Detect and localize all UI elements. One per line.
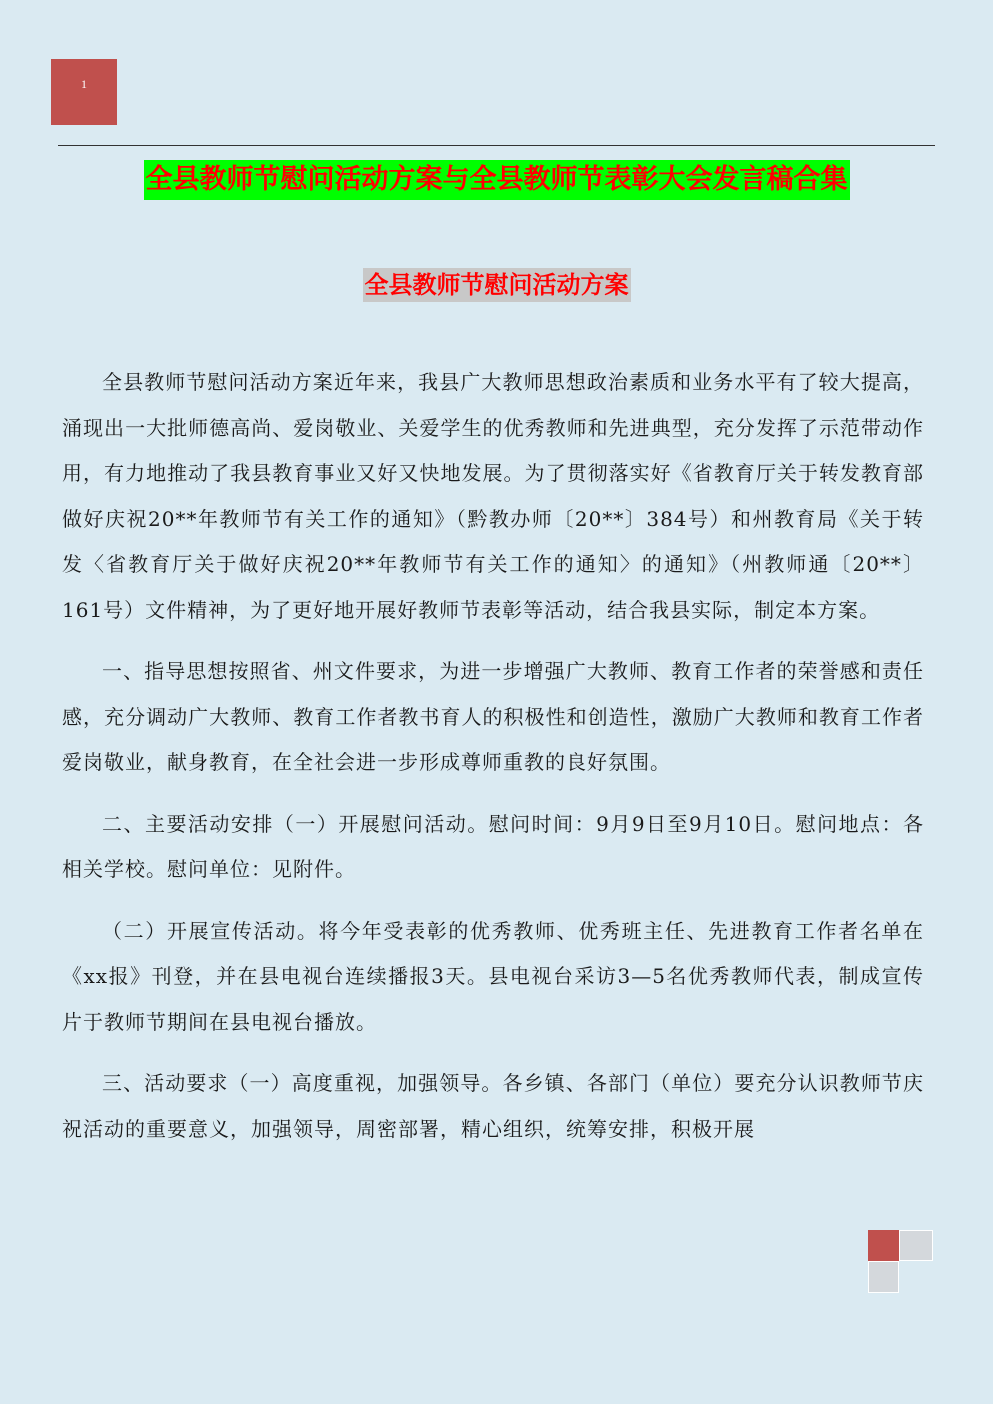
section-title: 全县教师节慰问活动方案 (363, 268, 631, 302)
corner-deco-grey-square (899, 1230, 933, 1261)
corner-deco-red-square (868, 1230, 899, 1261)
document-title: 全县教师节慰问活动方案与全县教师节表彰大会发言稿合集 (144, 160, 850, 200)
corner-deco-grey-square-lower (868, 1261, 899, 1293)
paragraph-publicity: （二）开展宣传活动。将今年受表彰的优秀教师、优秀班主任、先进教育工作者名单在《xx报》刊登，并在县电视台连续播报3天。县电视台采访3—5名优秀教师代表，制成宣传片于教师节期间在县电视台播放。 (62, 918, 924, 1034)
paragraph-requirements: 三、活动要求（一）高度重视，加强领导。各乡镇、各部门（单位）要充分认识教师节庆祝活动的重要意义，加强领导，周密部署，精心组织，统筹安排，积极开展 (62, 1071, 924, 1141)
document-body (62, 360, 924, 1168)
paragraph-activity-arrangement: 二、主要活动安排（一）开展慰问活动。慰问时间：9月9日至9月10日。慰问地点：各相关学校。慰问单位：见附件。 (62, 811, 924, 881)
header-divider (58, 145, 935, 146)
main-title-container (0, 160, 993, 200)
page-number-badge (51, 59, 117, 125)
page-number: 1 (81, 77, 87, 91)
paragraph-intro: 全县教师节慰问活动方案近年来，我县广大教师思想政治素质和业务水平有了较大提高，涌现出一大批师德高尚、爱岗敬业、关爱学生的优秀教师和先进典型，充分发挥了示范带动作用，有力地推动了我县教育事业又好又快地发展。为了贯彻落实好《省教育厅关于转发教育部做好庆祝20**年教师节有关工作的通知》（黔教办师〔20**〕384号）和州教育局《关于转发〈省教育厅关于做好庆祝20**年教师节有关工作的通知〉的通知》（州教师通〔20**〕161号）文件精神，为了更好地开展好教师节表彰等活动，结合我县实际，制定本方案。 (62, 370, 924, 622)
paragraph-guiding-ideology: 一、指导思想按照省、州文件要求，为进一步增强广大教师、教育工作者的荣誉感和责任感，充分调动广大教师、教育工作者教书育人的积极性和创造性，激励广大教师和教育工作者爱岗敬业，献身教育，在全社会进一步形成尊师重教的良好氛围。 (62, 659, 924, 774)
section-title-container (0, 268, 993, 302)
